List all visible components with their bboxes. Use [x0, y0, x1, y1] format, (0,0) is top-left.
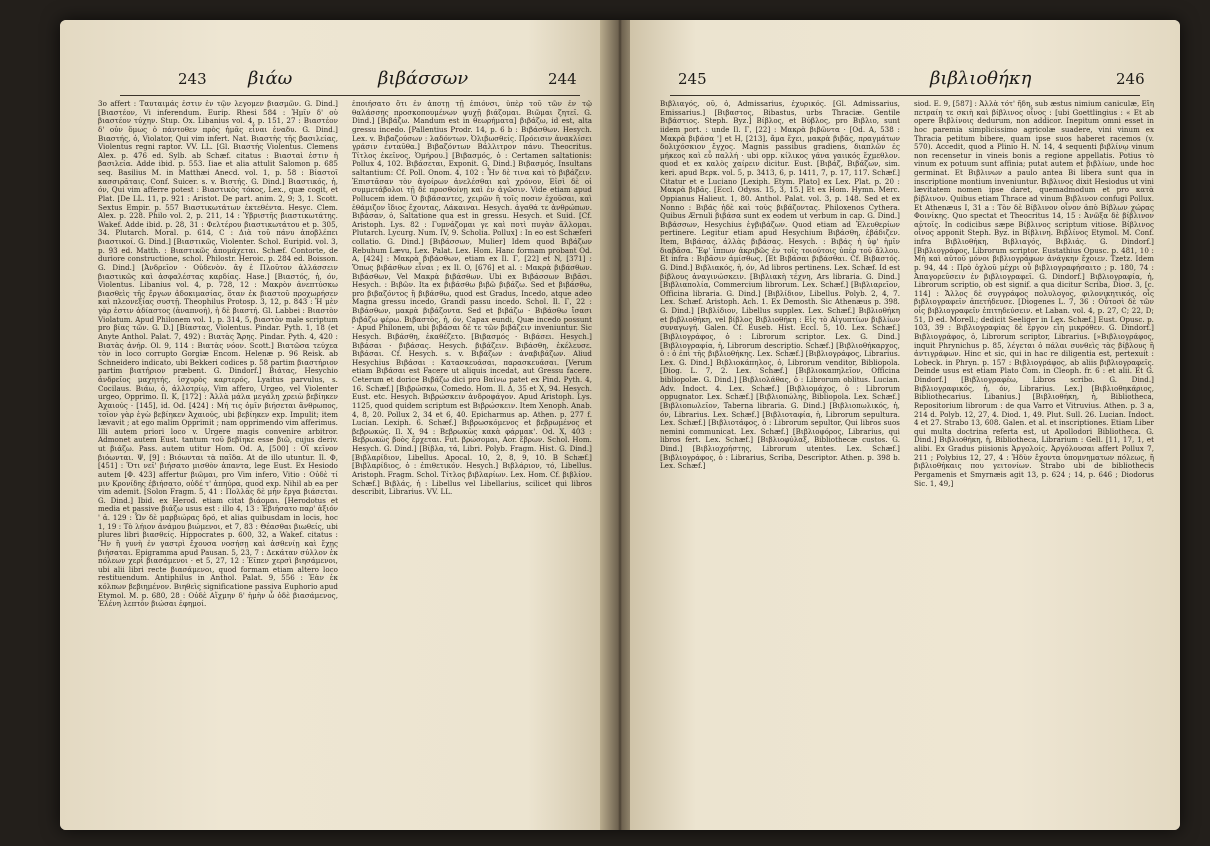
left-page-number: 243 — [178, 70, 207, 88]
right-column-1-text: Βιβλιαγός, οῦ, ὁ, Admissarius, ἐχυρικός. [Gl. Admissarius, Emissarius.] [Βιβαστος, Bibastus, urbs Thraciæ. Gentile Βιβάστιος. Steph. Byz.] Βίβλος, et Βύβλος, prο Βιβλιο, sunt iidem port. : unde Il. Γ, [22] : Μακρὰ βιβῶντα · [Od. A, 538 : Μακρὰ βιβάσα '] et H, [213], ἄμα ἔχει, μακρὰ βιβᾶς, πραγμάτων δολιχόσκιον ἔγχος. Magnis passibus gradiens, διαπλῶν ἐς μήκεος καὶ εὖ παλλή · ubi opp. κίλικος γάνα γαιικός ἔχμεθλον. quod et ex καλὸς χαίρειν dicitur. Eust. [Βιβάζ, Βιβάζων, sim. keri. apud Βερκ. vol. 5, p. 3413, 6, p. 1411, 7, p. 17, 117. Schæf.] Citatur et e Luciano [Lexiph. Etym. Plato] ex Lex. Plat. p. 20 : Μακρὰ βιβᾶς. [Eccl. Odyss. 15, 3, 15.] Et ex Hom. Hymn. Merc. Oppianus Halieut. 1, 80. Anthol. Palat. vol. 3, p. 148. Sed et ex Nonno : Βιβάς ἠδὲ καὶ τοὺς βιβάζοντας. Philoxenos Cythera. Quibus Ærnuli βιβάσα sunt ex eodem ut verbum in cap. G. Dind.] Βιβάσσων, Hesychius ἐγβιβάζων. Quod etiam ad Ἐλευθερίων pertinere. Legitur etiam apud Hesychium Βιβάσθη, ἐβάδιζεν. Item, Βιβάσας, ἀλλὰς βιβάσας. Hesych. : Βιβάς ἡ ὑφ' ἡμῖν διαβᾶσα. Ἔφ' ἵππων ἀκριβῶς ἐν τοῖς τοιούτοις ὑπὲρ τοῦ ἄλλου. Et infra : Βιβᾶσιν ἀμίσθως. [Et Βιβάσαι βιβάσθαι. Cf. Βιβαστός. G. Dind.] Βιβλιακός, ἡ, όν, Ad libros pertinens. Lex. Schæf. Id est βίβλους ἀναγινώσκειν. [Βιβλιακὴ τέχνη, Ars libraria. G. Dind.] [Βιβλιαπολία, Commercium librorum. Lex. Schæf.] [Βιβλιαρεῖον, Officina libraria. G. Dind.] [Βιβλίδιον, Libellus. Polyb. 2, 4, 7. Lex. Schæf. Aristoph. Ach. 1. Ex Demosth. Sic Athenæus p. 398. G. Dind.] [Βιβλίδιον, Libellus supplex. Lex. Schæf.] Βιβλιοθήκη et βιβλιοθήκη, vel βίβλος Βιβλιοθήκη : Εἰς τὸ Αἰγυπτίων βιβλίων συναγωγή. Galen. Cf. Euseb. Hist. Eccl. 5, 10. Lex. Schæf.] [Βιβλιογράφος, ὁ : Librorum scriptor. Lex. G. Dind.] [Βιβλιογραφία, ἡ, Librorum descriptio. Schæf.] [Βιβλιοθήκαρχος, ὁ : ὁ ἐπὶ τῆς βιβλιοθήκης. Lex. Schæf.] [Βιβλιογράφος, Librarius. Lex. G. Dind.] Βιβλιοκάπηλος, ὁ, Librorum venditor, Bibliopola. [Diog. L. 7, 2. Lex. Schæf.] [Βιβλιοκαπηλεῖον, Officina bibliopolæ. G. Dind.] [Βιβλιολάθας, ὁ : Librorum oblitus. Lucian. Adv. Indoct. 4. Lex. Schæf.] [Βιβλιομάχος, ὁ : Librorum oppugnator. Lex. Schæf.] [Βιβλιοπώλης, Bibliopola. Lex. Schæf.] [Βιβλιοπωλεῖον, Taberna libraria. G. Dind.] [Βιβλιοπωλικός, ἡ, όν, Librarius. Lex. Schæf.] [Βιβλιοταφία, ἡ, Librorum sepultura. Lex. Schæf.] [Βιβλιοτάφος, ὁ : Librorum sepultor, Qui libros suos nemini communicat. Lex. Schæf.] [Βιβλιοφόρος, Librarius, qui libros fert. Lex. Schæf.] [Βιβλιοφύλαξ, Bibliothecæ custos. G. Dind.] [Βιβλιοχρήστης, Librorum utentes. Lex. Schæf.] [Βιβλιογράφος, ὁ : Librarius, Scriba, Descriptor. Athen. p. 398 b. Lex. Schæf.] — [660, 100, 900, 471]
right-column-1 — [660, 100, 900, 816]
left-running-head: βιάω — [248, 68, 293, 89]
header-rule-right — [670, 95, 1140, 96]
right-column-2-text: siod. E. 9, [587] : Ἀλλὰ τότ' ἤδη, sub æstus nimium caniculæ, Εἴη πετραίη τε σκιὴ καὶ βίβλινος οἶνος : [ubi Goettlingius : « Et ab opere Βιβλίνοις dedurum, non addicor. Inepitum omni esset in hoc paremia simplicissimo agricolæ suadere, vini vinum ex Thracia petitum bibere, quam ipse suos haberet racemos (v. 570). Accedit, quod a Plinio H. N. 14, 4 sequenti βιβλίνῳ vinum non recensetur in vineis bonis a regione appellatis. Potius τὸ vinum ex potuum sunt affinia; putat autem et βιβλίων, unde hoc germinat. Et Βιβλινων a paulo antea Bi libera sunt qua in inscriptione montium inveniuntur. Βιβλινος dixit Hesiodus ut vini lævitatem nomen ipse daret, quemadmodum et pro κατὰ βίβλινον. Quibus etiam Thrace ad vinum Βιβλινον confugi Pollux. Et Athenæus I, 31 a : Τὸν δὲ Βίβλινον οἶνον ἀπὸ Βίβλων χώρας Φοινίκης. Quo spectat et Theocritus 14, 15 : Ἀνῶξα δὲ βίβλινον αὐτοῖς. In codicibus sæpe Βίβλινος scriptum vitiose. Βίβλινος οἶνος apponit Steph. Byz. in Βίβλινη. Βιβλίνος Etymol. M. Conf. infra Βιβλιοθήκη, Βιβλιαγός, Βιβλιάς. G. Dindorf.] [Βιβλιογράφος, Librorum scriptor. Eustathius Opusc. p. 481, 10 : Μὴ καὶ αὐτοῦ μόνοι βιβλιογράφων ἀνάγκην ἔχοιεν. Tzetz. Idem p. 94, 44 : Πρὸ ὀχλοῦ μέχρι οὗ βιβλιογραφήσαιτο ; p. 180, 74 : Ἀπαγορεῦσειν ἐν βιβλιογραφεῖ. G. Dindorf.] Βιβλιογραφία, ἡ, Librorum scriptio, ob est signif. a qua dicitur Scriba, Dioσ. 3, [c. 114] : Ἄλλος δὲ συγγράφος πολυλογος, φιλονικητικός, οἷς βιβλιογραφεῖν ἀπετήδευσε. [Diogenes L. 7, 36 : Οὗτοσὶ δὲ τῶν οἷς βιβλιογραφεῖν ἐπιτηδεύσειν. et Laban. vol. 4, p. 27, C; 22, D; 51, D ed. Morell.; dedicit Seeliger in Lex. Schæf.] Eust. Opusc. p. 103, 39 : Βιβλιογραφίας δὲ ἔργον εἶη μικρόθεν. G. Dindorf.] Βιβλιογράφος, ὁ, Librorum scriptor, Librarius. [»Βιβλιογράφος, inquit Phrynichus p. 85, λέγεται ὁ πάλαι συνθεὶς τὰς βίβλους ἢ ἀντιγράφων. Hinc et sic, qui in hac re diligentia est, pertexuit : Lobeck. in Phryn. p. 157 : Βιβλιογράφος, ab aliis βιβλιογραφεῖς. Deinde usus est etiam Plato Com. in Cleoph. fr. 6 : et alii. Et G. Dindorf.] [Βιβλιογραφέω, Libros scribo. G. Dind.] Βιβλιογραφικός, ἡ, όν, Librarius. Lex.] [Βιβλιοθηκάριος, Bibliothecarius. Libanius.] [Βιβλιοθήκη, ἡ, Bibliotheca, Repositorium librorum : de qua Varro et Vitruvius. Athen. p. 3 a, 214 d. Polyb. 12, 27, 4. Diod. 1, 49. Plut. Sull. 26. Lucian. Indoct. 4 et 27. Strabo 13, 608. Galen. et al. et inscriptiones. Etiam Liber qui multa doctrina referta est, ut Apollodori Bibliotheca. G. Dind.] Βιβλιοθήκη, ἡ, Bibliotheca, Librarium : Gell. [11, 17, 1, et alibi. Ex Gradus piisionis Ἀργολοίς. Ἀργόλουσαι affert Pollux 7, 211 ; Polybius 12, 27, 4 : Ἡδὺν ἔχοντα ὑπομνηματων πόλεως, ἢ βιβλιοθήκαις που γειτονίων. Strabo ubi de bibliothecis Pergamenis et Smyrnæis agit 13, p. 624 ; 14, p. 646 ; Diodorus Sic. 1, 49,] — [914, 100, 1154, 488]
left-page-number-right: 244 — [548, 70, 577, 88]
right-page-header — [630, 68, 1180, 94]
right-columns — [660, 100, 1160, 816]
left-page — [60, 20, 610, 830]
open-book — [60, 20, 1180, 830]
header-rule — [120, 95, 580, 96]
right-page-number-right: 246 — [1116, 70, 1145, 88]
right-column-2 — [914, 100, 1154, 816]
left-column-1-text: 3o affert : Ταυταιμάς ἐστιν ἐν τῷν λεγομεν βιασμῶν. G. Dind.] [Βιαστέον, Vi inferendum. Eurip. Rhesi 584 : Ἠμῖν δ' οὐ βιαστέον τύχην. Stup. Ox. Libanius vol. 4, p. 151, 27 : Βιαστέον δ' οὐν ὅμως ὁ πάντοθεν πρὸς ἡμᾶς εἶναι ἐναδυ. G. Dind.] Βιαστής, ὁ, Violator, Qui vim infert. Nat. Βιαστὴς τῆς βασιλείας, Violentus regni raptor. VV. LL. [Gl. Βιαστής Violentus. Clemens Alex. p. 476 ed. Sylb. ab Schæf. citatus : Βιασταὶ ἐστιν ἡ βασιλεία. Adde ibid. p. 553. Iiae et alia attulit Salomon p. 685 seq. Basilius M. in Matthæi Anecd. vol. 1, p. 58 : Βίαστοῖ κασσιρᾶταις. Conf. Suicer. s. v. Βιστής. G. Dind.] Βιαστικός, ἡ, όν, Qui vim afferre potest : Βιαστικὸς τόκος, Lex., quæ cogit, et Plat. [De LL. 11, p. 921 : Aristot. De part. anim. 2, 9; 3, 1. Scott. Sextus Empir. p. 557 Βιαστικωτάτων ἐκτεθέντα. Hesyc. Clem. Alex. p. 228. Philo vol. 2, p. 211, 14 : Ὑβριστῆς βιαστικωτάτης. Wakef. Adde ibid. p. 28, 31 : Φελτέρου βιαστικωτάτου et p. 305, 34. Plutarch. Moral. p. 614, C : Διὰ τοῦ πάνυ ἀποβλέπει βιαστικοί. G. Dind.] [Βιαστικῶς, Violenter. Schol. Euripid. vol. 3, p. 93 ed. Matth. : Βιαστικῶς ἀπομάχεται. Schæf. Contorte, de duriore constructione, schol. Philostr. Heroic. p. 284 ed. Boisson. G. Dind.] [Ἀνδρεῖον · Οὐδενὸν. ἄγ ἐ Πλοῦτον ἀλλάσσειν βιαστικῶς καὶ ἀσφαλέστας καρδίας. Hase.] [Βιαστός, ἡ, όν, Violentus. Libanius vol. 4, p. 728, 12 : Μακρὸν ἀνεπτύσκω βιασθεὶς τῆς ἔργων ἀδοκιμασίας, ὅταν ἐκ βιαστοῦ προχωρήσεν καὶ πλεονεξίας συστῇ. Theophilus Protosp. 3, 12, p. 843 : Ἡ μὲν γὰρ ἐστιν ἀδίαστος (ἀναπνοή), ἡ δὲ βιαστή. Gl. Labbei : Βιαστὸν Violatum. Apud Philonem vol. 1, p. 314, 5, βιαστὸν male scriptum pro βίας τῶν. G. D.] [Βίαστας, Violentus. Pindar. Pyth. 1, 18 (et Anyte Anthol. Palat. 7, 492) : Βιατὰς Ἄρης. Pindar. Pyth. 4, 420 : Βιατὰς ἀνήρ. Ol. 9, 114 : Βιατὰς νόον. Scott.] Bιατῶσα τεύχεα τὸν in loco corrupto Gorgiæ Encom. Helenæ p. 96 Reisk. ab Schneidero indicato, ubi Bekkeri codices p. 58 partim βιαστήριον partim βιατήριον præbent. G. Dindorf.] Βιάτας, Hesychio ἀνδρεῖος μαχητής, ἰσχυρὸς καρτερός, Lyaitus parvulus, s. Cocilaus. Βιάω, ὁ, ἀλλοτρίῳ, Vim affero, Urgeo, vel Violenter urgeo, Opprimo. Il. K, [172] : Ἀλλὰ μάλα μεγάλη χρειὼ βεβίηκεν Ἀχαιούς · [145], id. Od. [424] : Μή τις ὁμῖν βιήσεται ἄνθρωπος, τοῖον γὰρ ἐγὼ βεβίηκεν Ἀχαιούς, ubi βεβίηκεν exp. Impulit; item lævavit ; at ego malim Opprimit ; nam opprimendo vim afferimus. Illi autem priori loco v. Urgere magis convenire arbitror. Admonet autem Eust. tantum τοῦ βεβίηκε esse βιῶ, cujus deriv. ut βιάζω. Pass. autem utitur Hom. Od. A, [500] : Οἵ κεῖνον βιόωνται. Ψ, [9] : Βιόωνται τὰ παῖδα. At de illo utuntur. Il. Φ, [451] : Ὅτι νεῖ' βιήσατο μισθὸν ἀπαντα, lege Eust. Ex Hesiodo autem [Φ. 423] affertur βιῶμαι, pro Vim infero, Vitio : Οὐδὲ τί μιν Κρονίδης ἐβιήσατο, οὐδέ τ' ἀπηύρα, quod exp. Nihil ab ea per vim ademit. [Solon Fragm. 5, 41 : Πολλὰς δὲ μὴν ἔργα βιάσεται. G. Dind.] Ibid. ex Herod. etiam citat βιάομαι. [Herodotus et media et passive βιάζω usus est : illo 4, 13 : Ἐβιήσατο παρ' ἀξιόν ' ἀ. 129 : Ὧν δὲ μαρβιώρας δρό, et alias quibusdam in locis, hoc 1, 19 : Τὸ λήιον ἀνάμου βιώμενοι, et 7, 83 : Θέασθαι βιωθείς, ubi plures libri βιασθείς. Hippocrates p. 600, 32, a Wakef. citatus : Ἢν ἢ γυνὴ ἐν γαστρὶ ἔχουσα νοσήσῃ καὶ ἀσθενίῃ καὶ ἔχῃς βιήσαται. Epigramma apud Pausan. 5, 23, 7 : Δεκάταν σύλλον ἐκ πόλεων χερὶ βιασάμενοι · et 5, 27, 12 : Ἐῖπεν χερσὶ βιησάμενοι, ubi alii libri recte βιασάμενοι, quod formam etiam altero loco restituendum. Antiphilus in Anthol. Palat. 9, 556 : Ἐὰν ἐκ κόλπων βεβιημένον. Βιηθεὶς significatione passiva Euphorio apud Etymol. M. p. 680, 28 : Οὐδὲ Αἴχμην δ' ἡμὴν ὦ ὁδὲ βιασάμενος, Ἐλένη λεπτὸν βιώσαι ἐφημοί. — [98, 100, 338, 609]
right-page — [630, 20, 1180, 830]
right-page-number: 245 — [678, 70, 707, 88]
right-running-head: βιβλιοθήκη — [930, 68, 1032, 89]
left-column-1 — [98, 100, 338, 816]
left-column-2 — [352, 100, 592, 816]
left-column-2-text: ἐποιήσατο ὅτι ἐν ἀποτῃ τῇ ἐπιόνσι, ὑπὲρ τοῦ τῶν ἐν τῷ θαλάσσης προσκοπουμένων ψυχῇ βιάζομαι. Βιῶμαι ζητεῖ. G. Dind.] [Βιβάζω. Mandum est in θεωρήματα] βιβάζω, id est, alta gressu incedo. [Pallentius Prodr. 14, p. 6 b : Βιβάσθων. Hesych. Lex. v. Βιβαζούσων : λαδόντων. Ὀλιβωσθείς. Πρόεισιν ἀνακλίσει γράσιν ἐνταῦθα.] Βιβαζόντων Βάλλιτρον πάνυ. Theocritus. Τίτλος ἐκεῖνος, Ὁμήρου.] [Βιβασμός, ὁ : Certamen saltationis: Pollux 4, 102. Βιβάσεται, Exponit. G. Dind.] Βιβασμός, Insultans saltantium: Cf. Poll. Onom. 4, 102 : Ἧν δὲ τινα καὶ τὸ βιβάζειν. Ἐπιστᾶσαν τὸν ἀγοίρων ἀνελέσθαι καὶ χρόνον, Εἰσὶ δὲ οἱ συμμετάβολοι τῇ δὲ προσθοίνῃ καὶ ἐν ἀγῶσιν. Vide etiam apud Pollucem idem. Ὁ βιβάσαντες, χειρῶν ἢ τοῖς ποσιν ἐχοῦσαι, καὶ ἐθάμιζον ἴδιος ἔχοντας, Λάκαιναι. Hesych. ἀγαθά τε ἀνθρώπων. Βιβάσαν, ὁ, Saltatione qua est in gressu. Hesych. et Suid. [Cf. Aristoph. Lys. 82 : Γυμνάζομαι γε καὶ ποτὶ πυγὰν ἄλλομαι. Plutarch. Lycurg. Num. IV, 9. Scholia. Pollux] : In eo est Schæferi collatio. G. Dind.] [Βιβάσσων, Mulier] Idem quod Βιβάζων Rebuhum Lævu, Lex. Palat. Lex. Hom. Hanc formam probant Od. A, [424] : Μακρὰ βιβάσθων, etiam ex Il. Γ, [22] et N, [371] : Ὅπως βιβάσθων εἶναι ; ex Il. O, [676] et al. : Μακρὰ βιβάσθων. Βιβάσθων, Vel Μακρὰ βιβάσθων. Ubi ex Βιβάσσων Βιβᾶσι. Hesych. : Βιβῶν. Ita ex βιβάσθω βιβῶ βιβάζω. Sed et βιβάσθω, pro βιβαζόντος ἢ βιβάσθω, quod est Gradus, Incedo, atque adeo Magna gressu incedo, Grandi passu incedo. Schol. Il. Γ, 22 : Βιβάσθων, μακρὰ βιβάζοντα. Sed et βιβάζω · Βιβάσθω ἴσασι βιβάζω φέρω. Βιβαστὸς, ἡ, όν, Capax eundi, Quæ incedo possunt · Apud Philonem, ubi βιβάσαι δέ τε τῶν βιβάζειν inveniuntur. Sic Hesych. Βιβάσθη, ἐκαθέζετο. [Βιβασμός · Βιβάσει. Hesych.] Βιβάσαι · βιβάσας. Hesych. βιβάζειν. Βιβάσθη, ἐκέλευσε. Βιβάσαι. Cf. Hesych. s. v. Βιβάζων : ἀναβιβάζων. Aliud Hesychius Βιβάσαι : Κατασκευάσαι, παρασκευάσαι. [Verum etiam Βιβάσαι est Facere ut aliquis incedat, aut Gressu facere. Ceterum et dorice Βιβάζω dici pro Βαίνω patet ex Pind. Pyth. 4, 16. Schæf.] [Βιβρώσκω, Comedo. Hom. Il. Δ, 35 et X, 94. Hesych. Eust. etc. Hesych. Βιβρώσκειν ἀνδροφάγον. Apud Aristoph. Lys. 1125, quod quidem scriptum est Βιβρώσκειν. Item Xenoph. Anab. 4, 8, 20. Pollux 2, 34 et 6, 40. Epicharmus ap. Athen. p. 277 f. Lucian. Lexiph. 6. Schæf.] Βιβρωσκόμενος et βεβρωμένος et βεβρωκώς. Il. X, 94 : Βεβρωκὼς κακὰ φάρμακ'. Od. X, 403 : Βεβρωκὼς βοὸς ἔρχεται. Fut. βρώσομαι, Aor. ἔβρων. Schol. Hom. Hesych. G. Dind.] [Βίβλα, τά, Libri. Polyb. Fragm. Hist. G. Dind.] [Βιβλαρίδιον, Libellus. Apocal. 10, 2, 8, 9, 10. B Schæf.] [Βιβλαρίδιος, ὁ : ἐπιθετικόν. Hesych.] Βιβλάριον, τό, Libellus. Aristoph. Fragm. Schol. Τίτλος βιβλαρίων. Lex. Hom. Cf. βιβλίον. Schæf.] Βιβλάς, ἡ : Libellus vel Libellarius, scilicet qui libros describit, Librarius. VV. LL. — [352, 100, 592, 497]
left-running-head-right: βιβάσσων — [378, 68, 469, 89]
left-columns — [98, 100, 598, 816]
left-page-header — [60, 68, 610, 94]
